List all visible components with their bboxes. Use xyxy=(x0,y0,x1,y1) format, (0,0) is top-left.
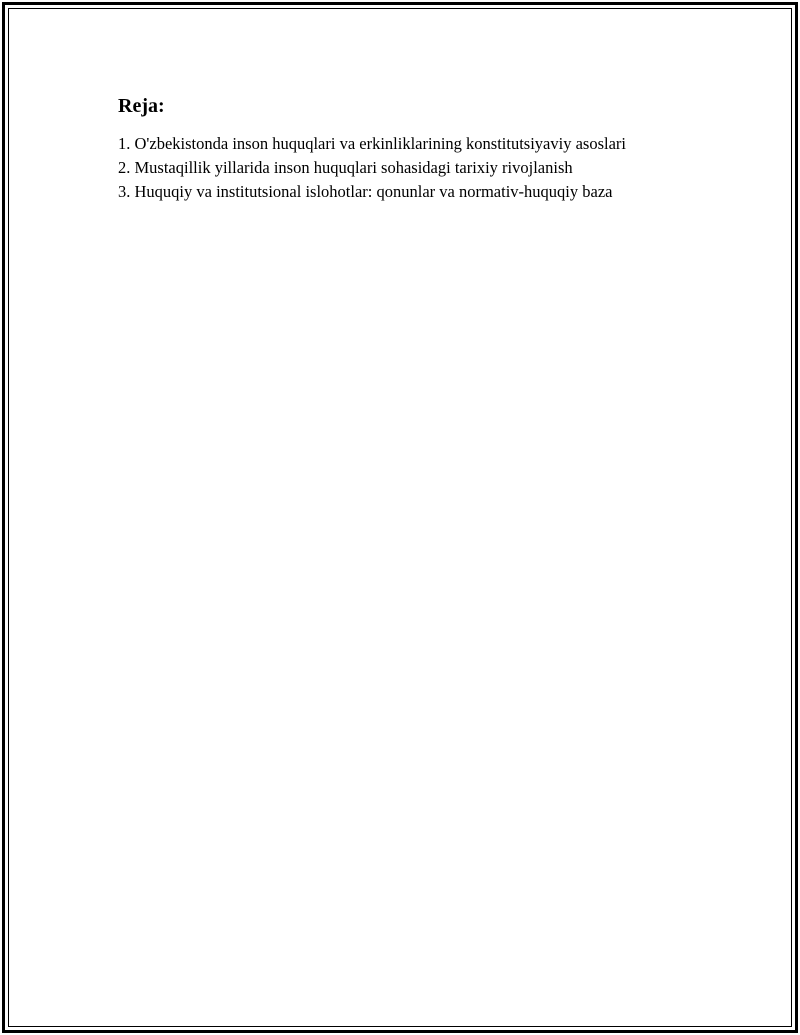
plan-item-1: 1. O'zbekistonda inson huquqlari va erkinliklarining konstitutsiyaviy asoslari xyxy=(118,134,626,153)
plan-item-3: 3. Huquqiy va institutsional islohotlar: qonunlar va normativ-huquqiy baza xyxy=(118,182,613,201)
plan-item-2: 2. Mustaqillik yillarida inson huquqlari sohasidagi tarixiy rivojlanish xyxy=(118,158,573,177)
plan-heading: Reja: xyxy=(118,95,165,117)
document-body xyxy=(118,94,738,204)
plan-list xyxy=(118,132,738,204)
